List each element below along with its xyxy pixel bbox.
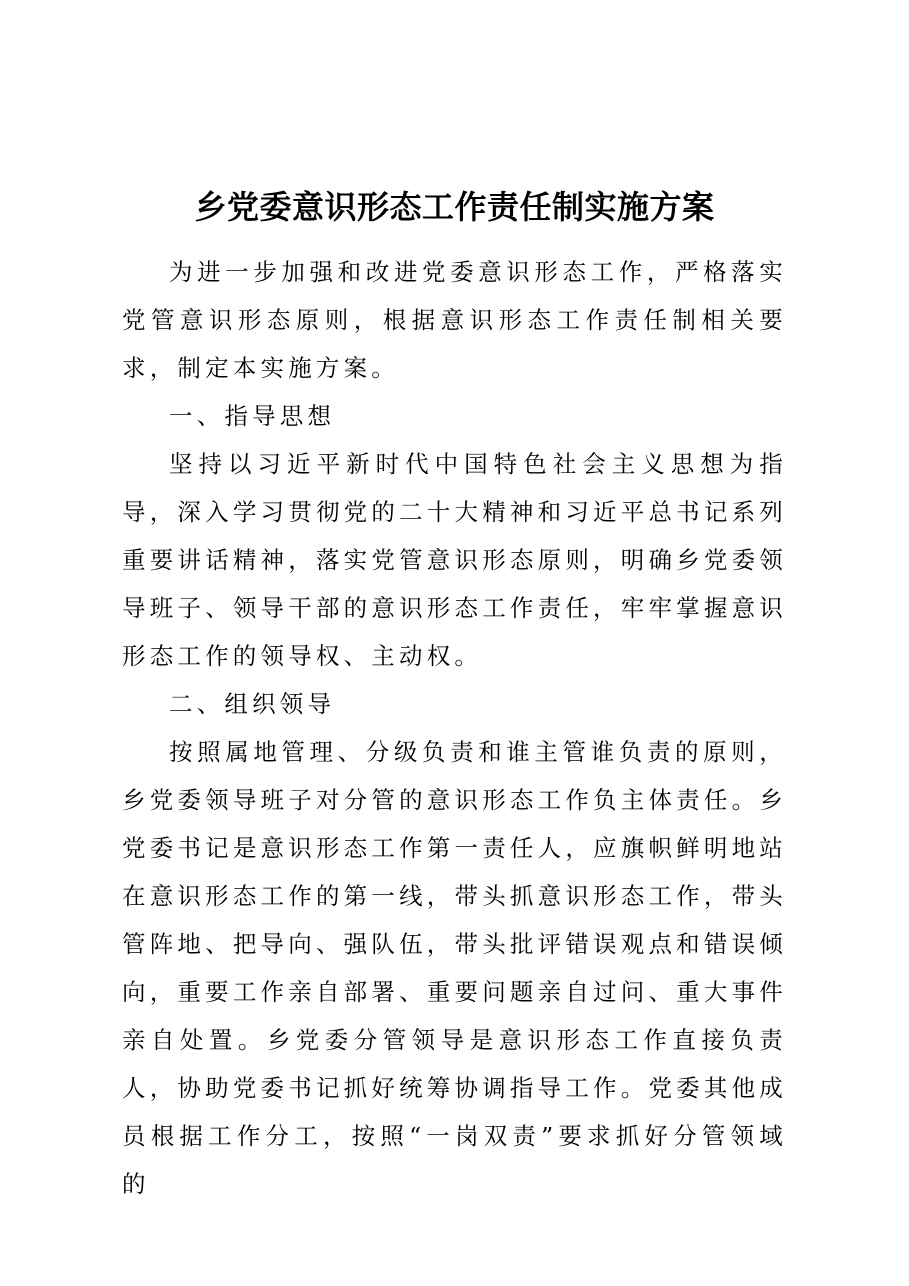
- document-body: [122, 248, 787, 1208]
- document-title: 乡党委意识形态工作责任制实施方案: [194, 188, 715, 227]
- section-heading-organization: 二、组织领导: [169, 690, 336, 718]
- intro-paragraph: 为进一步加强和改进党委意识形态工作，严格落实党管意识形态原则，根据意识形态工作责任制相关要求，制定本实施方案。: [122, 258, 787, 382]
- guiding-thought-paragraph: 坚持以习近平新时代中国特色社会主义思想为指导，深入学习贯彻党的二十大精神和习近平总书记系列重要讲话精神，落实党管意识形态原则，明确乡党委领导班子、领导干部的意识形态工作责任，牢牢掌握意识形态工作的领导权、主动权。: [122, 450, 787, 670]
- section-heading-guiding-thought: 一、指导思想: [169, 402, 336, 430]
- organization-paragraph: 按照属地管理、分级负责和谁主管谁负责的原则，乡党委领导班子对分管的意识形态工作负主体责任。乡党委书记是意识形态工作第一责任人，应旗帜鲜明地站在意识形态工作的第一线，带头抓意识形态工作，带头管阵地、把导向、强队伍，带头批评错误观点和错误倾向，重要工作亲自部署、重要问题亲自过问、重大事件亲自处置。乡党委分管领导是意识形态工作直接负责人，协助党委书记抓好统筹协调指导工作。党委其他成员根据工作分工，按照“一岗双责”要求抓好分管领域的: [122, 738, 787, 1198]
